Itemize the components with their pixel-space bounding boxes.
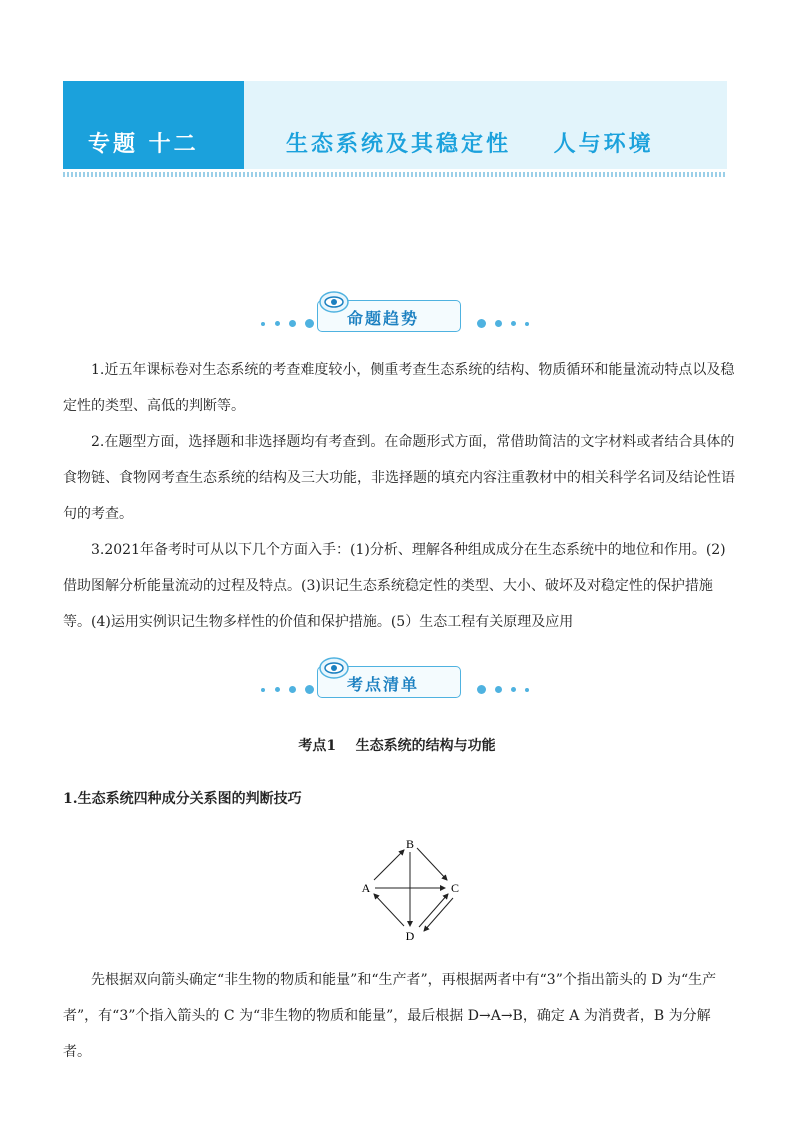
decor-dot	[275, 687, 280, 692]
chapter-label-block	[63, 81, 244, 169]
topic-heading: 考点1 生态系统的结构与功能	[298, 738, 496, 754]
trend-paragraph-1: 1.近五年课标卷对生态系统的考查难度较小，侧重考查生态系统的结构、物质循环和能量流动特点以及稳定性的类型、高低的判断等。	[63, 362, 735, 414]
ecosystem-component-diagram	[357, 832, 463, 944]
decor-dot	[289, 320, 296, 327]
decor-dot	[495, 686, 502, 693]
arrow-a-to-b	[374, 850, 404, 880]
arrow-d-to-c	[419, 894, 448, 927]
decor-dot	[261, 688, 265, 692]
chapter-label: 专题 十二	[88, 132, 199, 157]
subsection-heading: 1.生态系统四种成分关系图的判断技巧	[63, 791, 302, 807]
chapter-title: 生态系统及其稳定性 人与环境	[286, 132, 654, 157]
arrow-c-to-d	[424, 898, 453, 931]
decor-dot	[477, 319, 486, 328]
section-header-trend	[255, 296, 535, 338]
decor-dot	[305, 685, 314, 694]
decor-dot	[289, 686, 296, 693]
eye-icon	[319, 290, 349, 314]
diagram-explanation: 先根据双向箭头确定“非生物的物质和能量”和“生产者”，再根据两者中有“3”个指出箭头的 D 为“生产者”，有“3”个指入箭头的 C 为“非生物的物质和能量”，最后根据 D→A→B，确定 A 为消费者，B 为分解者。	[63, 972, 717, 1060]
eye-icon	[319, 656, 349, 680]
section-label: 考点清单	[347, 675, 420, 694]
trend-paragraph-2: 2.在题型方面，选择题和非选择题均有考查到。在命题形式方面，常借助简洁的文字材料或者结合具体的食物链、食物网考查生态系统的结构及三大功能，非选择题的填充内容注重教材中的相关科学名词及结论性语句的考查。	[63, 434, 735, 522]
arrow-d-to-a	[374, 894, 404, 926]
decor-dot	[275, 321, 280, 326]
trend-paragraph-3: 3.2021年备考时可从以下几个方面入手：(1)分析、理解各种组成成分在生态系统中的地位和作用。(2)借助图解分析能量流动的过程及特点。(3)识记生态系统稳定性的类型、大小、破坏及对稳定性的保护措施等。(4)运用实例识记生物多样性的价值和保护措施。(5）生态工程有关原理及应用	[63, 542, 726, 630]
arrow-b-to-c	[417, 848, 447, 880]
decor-dot	[477, 685, 486, 694]
node-c-label: C	[450, 881, 460, 895]
decor-dot	[525, 688, 529, 692]
chapter-title-block	[244, 81, 727, 169]
node-b-label: B	[405, 837, 415, 851]
decor-dot	[511, 687, 516, 692]
node-a-label: A	[361, 881, 371, 895]
banner-divider	[63, 172, 727, 177]
decor-dot	[525, 322, 529, 326]
decor-dot	[261, 322, 265, 326]
decor-dot	[511, 321, 516, 326]
decor-dot	[495, 320, 502, 327]
section-header-checklist	[255, 662, 535, 704]
section-label: 命题趋势	[347, 309, 420, 328]
decor-dot	[305, 319, 314, 328]
node-d-label: D	[405, 929, 415, 943]
chapter-banner	[63, 81, 727, 169]
